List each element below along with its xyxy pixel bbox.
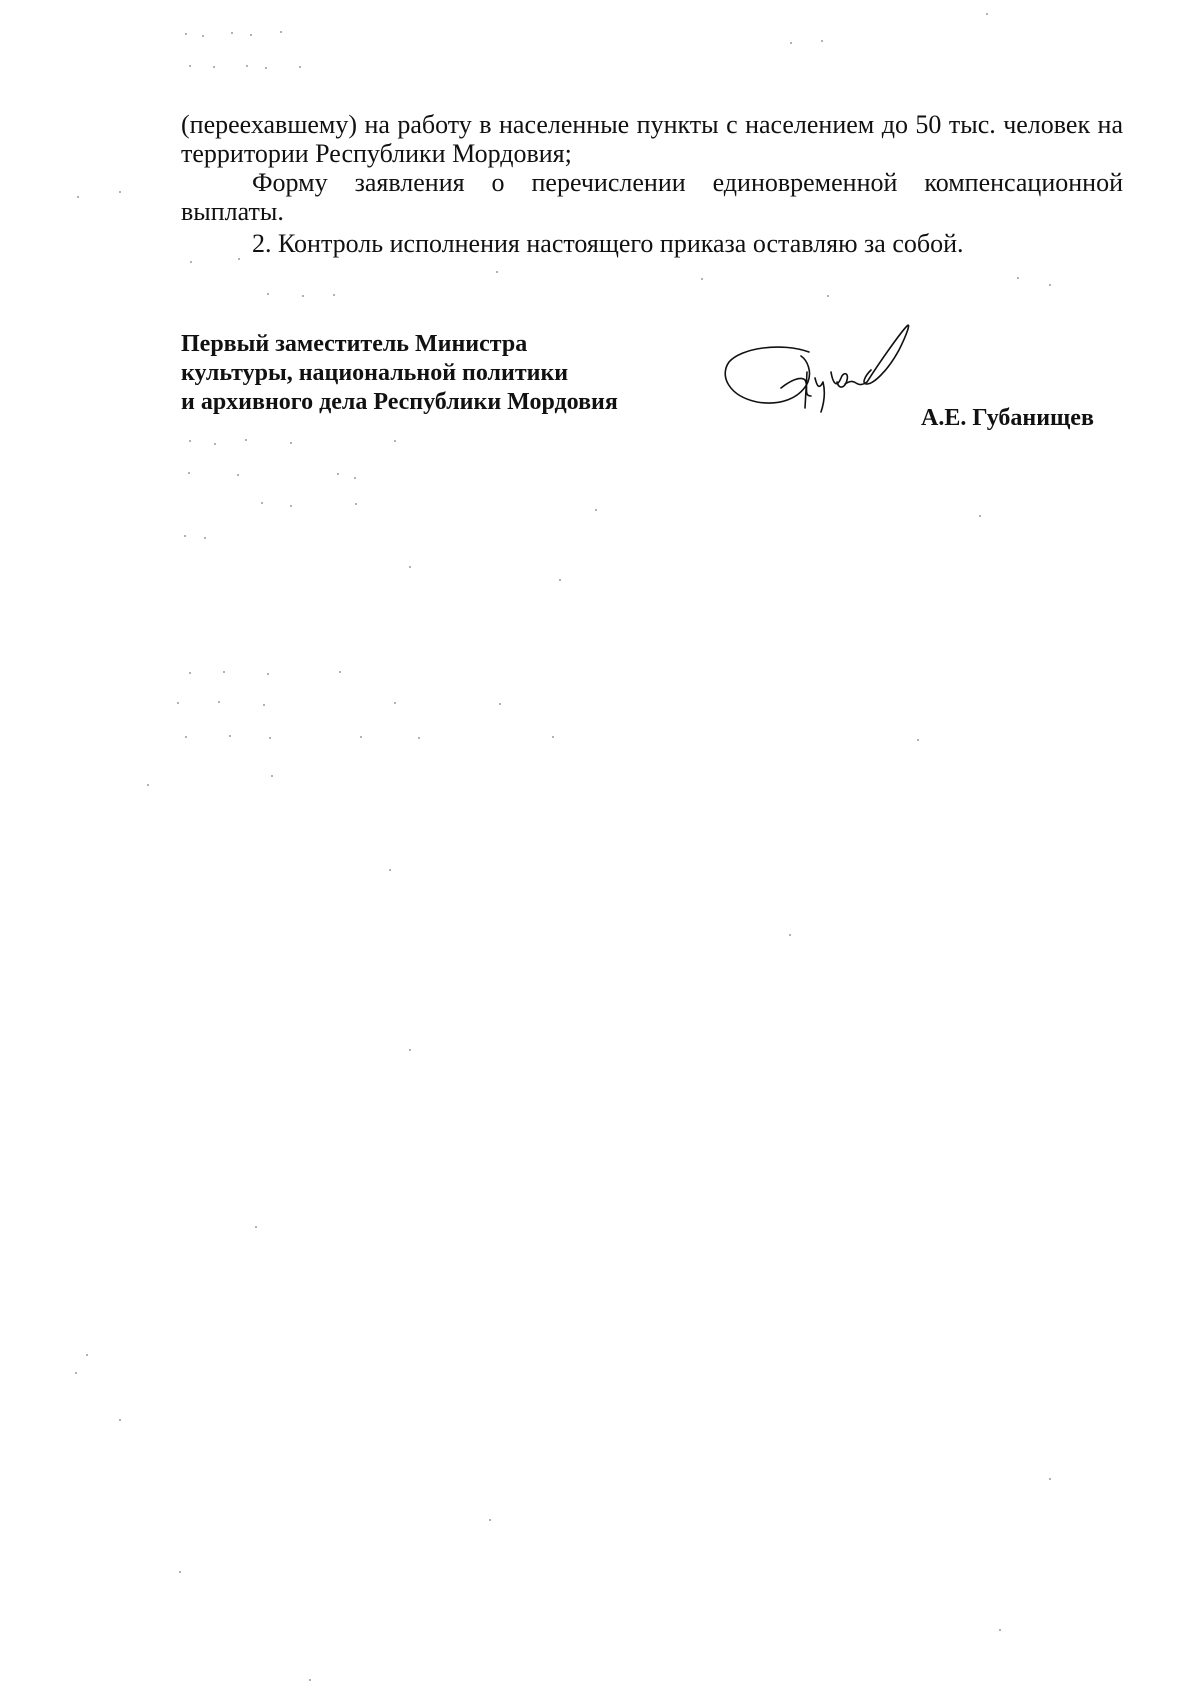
signer-position-line: и архивного дела Республики Мордовия [181, 389, 618, 415]
signer-position-line: культуры, национальной политики [181, 360, 569, 386]
paragraph-item-2: 2. Контроль исполнения настоящего приказа оставляю за собой. [252, 229, 964, 258]
signer-position-line: Первый заместитель Министра [181, 331, 528, 357]
paragraph-continuation: (переехавшему) на работу в населенные пункты с населением до 50 тыс. человек на территории Республики Мордовия; [181, 110, 1123, 168]
paragraph-form-statement: Форму заявления о перечислении единовременной компенсационной выплаты. [181, 168, 1123, 226]
signer-name: А.Е. Губанищев [921, 405, 1094, 431]
handwritten-signature [721, 320, 911, 420]
document-body [181, 110, 1123, 258]
signer-position [181, 330, 618, 417]
signature-block [181, 330, 1123, 440]
